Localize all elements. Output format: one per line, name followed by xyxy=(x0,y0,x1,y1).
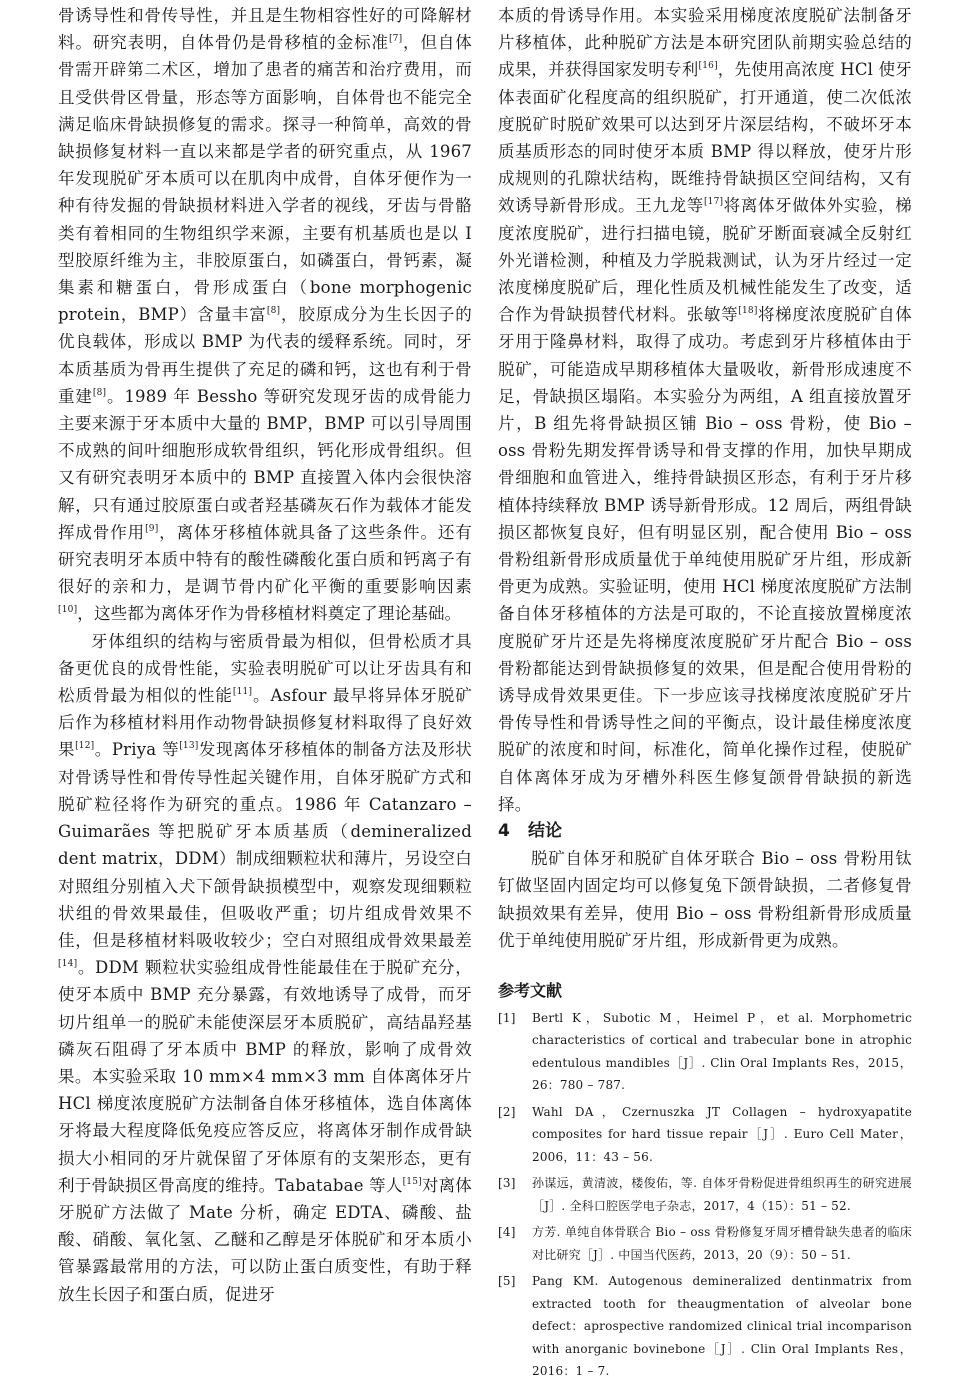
text-run: 将离体牙做体外实验，梯度浓度脱矿，进行扫描电镜，脱矿牙断面衰减全反射红外光谱检测，种植及力学脱栽测试，认为牙片经过一定浓度梯度脱矿后，理化性质及机械性能发生了改变，适合作为骨缺损替代材料。张敏等 xyxy=(498,196,912,325)
reference-number: [5] xyxy=(498,1274,516,1289)
citation-ref: [8] xyxy=(92,387,107,398)
text-run: ，离体牙移植体就具备了这些条件。还有研究表明牙本质中特有的酸性磷酸化蛋白质和钙离子有很好的亲和力，是调节骨内矿化平衡的重要影响因素 xyxy=(58,522,472,597)
citation-ref: [18] xyxy=(738,306,758,317)
reference-item xyxy=(498,1007,912,1097)
citation-ref: [7] xyxy=(388,34,403,45)
text-run: 牙体组织的结构与密质骨最为相似，但骨松质才具备更优良的成骨性能，实验表明脱矿可以让牙齿具有和松质骨最为相似的性能 xyxy=(58,631,472,706)
reference-number: [2] xyxy=(498,1104,516,1119)
reference-text: Bertl K，Subotic M，Heimel P，et al. Morphometric characteristics of cortical and trabecular bone in atrophic edentulous mandibles［J］. Clin Oral Implants Res，2015，26：780 – 787. xyxy=(532,1010,912,1093)
left-paragraph-2 xyxy=(58,628,472,1308)
section-title: 结论 xyxy=(528,821,562,842)
citation-ref: [16] xyxy=(698,61,718,72)
citation-ref: [11] xyxy=(232,687,253,698)
right-paragraph-1 xyxy=(498,2,912,818)
text-run: 发现离体牙移植体的制备方法及形状对骨诱导性和骨传导性起关键作用，自体牙脱矿方式和脱矿粒径将作为研究的重点。1986 年 Catanzaro – Guimarães 等把脱矿牙本质基质（demineralized dent matrix，DDM）制成细颗粒状和薄片，另设空白对照组分别植入犬下颌骨缺损模型中，观察发现细颗粒状组的骨效果最佳，但吸收严重；切片组成骨效果不佳，但是移植材料吸收较少；空白对照组成骨效果最差 xyxy=(58,740,472,950)
section-heading-conclusion xyxy=(498,818,912,845)
reference-item xyxy=(498,1270,912,1383)
text-run: ，胶原成分为生长因子的优良载体，形成以 BMP 为代表的缓释系统。同时，牙本质基质为骨再生提供了充足的磷和钙，这也有利于骨重建 xyxy=(58,305,472,406)
reference-number: [1] xyxy=(498,1010,516,1025)
citation-ref: [12] xyxy=(75,741,95,752)
citation-ref: [14] xyxy=(58,959,78,970)
text-run: 骨诱导性和骨传导性，并且是生物相容性好的可降解材料。研究表明，自体骨仍是骨移植的金标准 xyxy=(58,6,472,53)
text-run: 。Priya 等 xyxy=(94,740,180,760)
citation-ref: [10] xyxy=(58,605,78,616)
text-run: 对离体牙脱矿方法做了 Mate 分析，确定 EDTA、磷酸、盐酸、硝酸、氧化氢、乙醚和乙醇是牙体脱矿和牙本质小管暴露最常用的方法，可以防止蛋白质变性，有助于释放生长因子和蛋白质，促进牙 xyxy=(58,1175,472,1304)
citation-ref: [15] xyxy=(402,1176,422,1187)
section-number: 4 xyxy=(498,821,510,842)
reference-list xyxy=(498,1007,912,1383)
citation-ref: [9] xyxy=(145,523,159,534)
right-column xyxy=(498,2,912,1387)
reference-number: [3] xyxy=(498,1176,516,1191)
reference-text: 孙谋远，黄清波，楼俊佑，等. 自体牙骨粉促进骨组织再生的研究进展［J］. 全科口腔医学电子杂志，2017，4（15）：51 – 52. xyxy=(532,1176,912,1213)
text-run: ，但自体骨需开辟第二术区，增加了患者的痛苦和治疗费用，而且受供骨区骨量，形态等方面影响，自体骨也不能完全满足临床骨缺损修复的需求。探寻一种简单，高效的骨缺损修复材料一直以来都是学者的研究重点，从 1967 年发现脱矿牙本质可以在肌肉中成骨，自体牙便作为一种有待发掘的骨缺损材料进入学者的视线，牙齿与骨骼类有着相同的生物组织学来源，主要有机基质也是以 I 型胶原纤维为主，非胶原蛋白，如磷蛋白，骨钙素，凝集素和糖蛋白，骨形成蛋白（bone morphogenic protein，BMP）含量丰富 xyxy=(58,33,472,325)
reference-text: Wahl DA，Czernuszka JT Collagen – hydroxyapatite composites for hard tissue repair［J］. Euro Cell Mater，2006，11：43 – 56. xyxy=(532,1104,912,1164)
references-title: 参考文献 xyxy=(498,980,563,1000)
reference-item xyxy=(498,1172,912,1217)
citation-ref: [8] xyxy=(266,306,281,317)
left-column xyxy=(58,2,472,1308)
citation-ref: [17] xyxy=(703,197,724,208)
reference-text: Pang KM. Autogenous demineralized dentinmatrix from extracted tooth for theaugmentation of alveolar bone defect：aprospective randomized clinical trial incomparison with anorganic bovinebone［J］. Clin Oral Implants Res，2016：1 – 7. xyxy=(532,1274,912,1379)
text-run: 本质的骨诱导作用。本实验采用梯度浓度脱矿法制备牙片移植体，此种脱矿方法是本研究团队前期实验总结的成果，并获得国家发明专利 xyxy=(498,6,912,80)
reference-item xyxy=(498,1101,912,1169)
text-run: 将梯度浓度脱矿自体牙用于隆鼻材料，取得了成功。考虑到牙片移植体由于脱矿，可能造成早期移植体大量吸收，新骨形成速度不足，骨缺损区塌陷。本实验分为两组，A 组直接放置牙片，B 组先将骨缺损区铺 Bio – oss 骨粉，使 Bio – oss 骨粉先期发挥骨诱导和骨支撑的作用，加快早期成骨细胞和血管进入，维持骨缺损区形态，有利于牙片移植体持续释放 BMP 诱导新骨形成。12 周后，两组骨缺损区都恢复良好，但有明显区别，配合使用 Bio – oss 骨粉组新骨形成质量优于单纯使用脱矿牙片组，形成新骨更为成熟。实验证明，使用 HCl 梯度浓度脱矿方法制备自体牙移植体的方法是可取的，不论直接放置梯度浓度脱矿牙片还是先将梯度浓度脱矿牙片配合 Bio – oss 骨粉都能达到骨缺损修复的效果，但是配合使用骨粉的诱导成骨效果更佳。下一步应该寻找梯度浓度脱矿牙片骨传导性和骨诱导性之间的平衡点，设计最佳梯度浓度脱矿的浓度和时间，标准化，简单化操作过程，使脱矿自体离体牙成为牙槽外科医生修复颌骨骨缺损的新选择。 xyxy=(498,305,912,814)
left-paragraph-1 xyxy=(58,2,472,628)
text-run: 。1989 年 Bessho 等研究发现牙齿的成骨能力主要来源于牙本质中大量的 BMP，BMP 可以引导周围不成熟的间叶细胞形成软骨组织，钙化形成骨组织。但又有研究表明牙本质中的 BMP 直接置入体内会很快溶解，只有通过胶原蛋白或者羟基磷灰石作为载体才能发挥成骨作用 xyxy=(58,386,473,542)
text-run: ，先使用高浓度 HCl 使牙体表面矿化程度高的组织脱矿，打开通道，使二次低浓度脱矿时脱矿效果可以达到牙片深层结构，不破坏牙本质基质形态的同时使牙本质 BMP 得以释放，使牙片形成规则的孔隙状结构，既维持骨缺损区空间结构，又有效诱导新骨形成。王九龙等 xyxy=(498,60,912,216)
text-run: 。DDM 颗粒状实验组成骨性能最佳在于脱矿充分，使牙本质中 BMP 充分暴露，有效地诱导了成骨，而牙切片组单一的脱矿未能使深层牙本质脱矿，高结晶羟基磷灰石阻碍了牙本质中 BMP 的释放，影响了成骨效果。本实验采取 10 mm×4 mm×3 mm 自体离体牙片 HCl 梯度浓度脱矿方法制备自体牙移植体，选自体离体牙将最大程度降低免疫应答反应，将离体牙制作成骨缺损大小相同的牙片就保留了牙体原有的支架形态，更有利于骨缺损区骨高度的维持。Tabatabae 等人 xyxy=(58,958,472,1195)
citation-ref: [13] xyxy=(179,741,199,752)
reference-text: 方芳. 单纯自体骨联合 Bio – oss 骨粉修复牙周牙槽骨缺失患者的临床对比研究［J］. 中国当代医药，2013，20（9）：50 – 51. xyxy=(532,1225,912,1262)
reference-number: [4] xyxy=(498,1225,516,1240)
reference-item xyxy=(498,1221,912,1266)
text-run: 。Asfour 最早将异体牙脱矿后作为移植材料用作动物骨缺损修复材料取得了良好效果 xyxy=(58,686,473,760)
text-run: ，这些都为离体牙作为骨移植材料奠定了理论基础。 xyxy=(77,604,462,624)
conclusion-paragraph: 脱矿自体牙和脱矿自体牙联合 Bio – oss 骨粉用钛钉做坚固内固定均可以修复兔下颌骨缺损，二者修复骨缺损效果有差异，使用 Bio – oss 骨粉组新骨形成质量优于单纯使用脱矿牙片组，形成新骨更为成熟。 xyxy=(498,849,912,950)
